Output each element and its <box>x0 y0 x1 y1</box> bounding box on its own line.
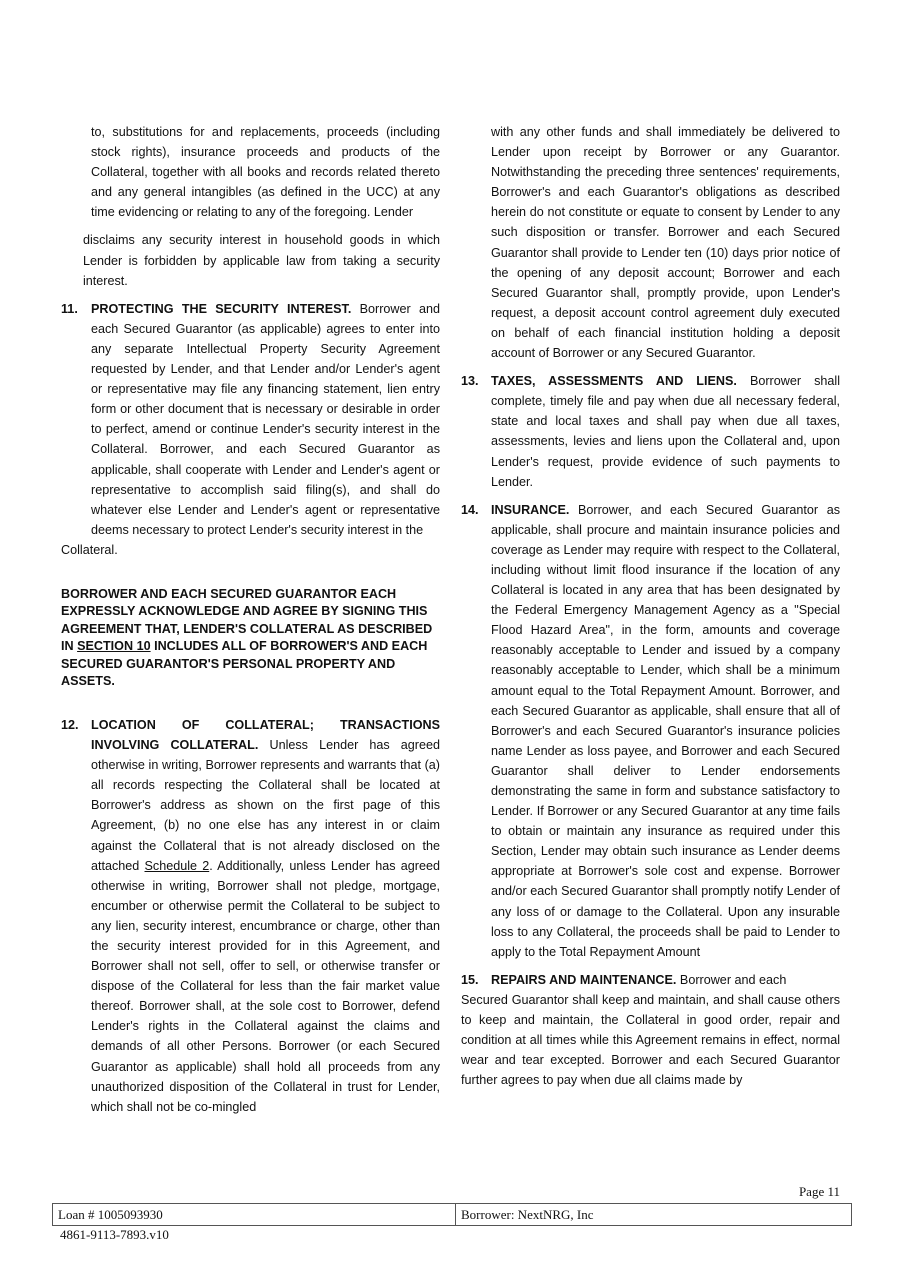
section-13 <box>461 371 840 492</box>
section-13-heading: TAXES, ASSESSMENTS AND LIENS. <box>491 374 737 389</box>
section-12-body-a: Unless Lender has agreed otherwise in writing, Borrower represents and warrants that (a) all records respecting the Collateral shall be located at Borrower's address as shown on the first page of this Agreement, (b) no one else has any interest in or claim against the Collateral that is not already disclosed on the attached <box>91 738 441 873</box>
section-11-tail: Collateral. <box>61 542 118 557</box>
section-11-heading: PROTECTING THE SECURITY INTEREST. <box>91 301 352 316</box>
section-12-body-b: . Additionally, unless Lender has agreed otherwise in writing, Borrower shall not pledge, mortgage, encumber or otherwise permit the Collateral to be subject to any lien, security interest, encumbrance or charge, other than the security interest provided for in this Agreement, and Borrower shall not sell, offer to sell, or otherwise transfer or dispose of the Collateral for less than the fair market value thereof. Borrower shall, at the sole cost to Borrower, defend Lender's rights in the Collateral against the claims and demands of all other Persons. Borrower (or each Secured Guarantor as applicable) shall hold all proceeds from any unauthorized disposition of the Collateral in trust for Lender, which shall not be co-mingled <box>91 858 440 1114</box>
section-15-body: Secured Guarantor shall keep and maintain, and shall cause others to keep and maintain, the Collateral in good order, repair and condition at all times while this Agreement remains in effect, normal wear and tear excepted. Borrower and each Secured Guarantor further agrees to pay when due all claims made by <box>461 992 840 1088</box>
section-14-body: Borrower, and each Secured Guarantor as applicable, shall procure and maintain insurance policies and coverage as Lender may require with respect to the Collateral, including without limit flood insurance if the location of any Collateral is located in any area that has been designated by the Federal Emergency Management Agency as a "Special Flood Hazard Area", in the form, amounts and coverage reasonably acceptable to Lender and issued by a company reasonably acceptable to Lender, which shall be a minimum amount equal to the Total Repayment Amount. Borrower, and each Secured Guarantor as applicable, shall ensure that all of Borrower's and each Secured Guarantor's insurance policies name Lender as loss payee, and Borrower and each Secured Guarantor shall deliver to Lender endorsements demonstrating the same in form and substance satisfactory to Lender. If Borrower or any Secured Guarantor at any time fails to obtain or maintain any insurance as required under this Section, Lender may obtain such insurance as Lender deems appropriate at Borrower's sole cost and expense. Borrower and/or each Secured Guarantor shall promptly notify Lender of any loss of or damage to the Collateral. Upon any insurable loss to any Collateral, the proceeds shall be paid to Lender to apply to the Total Repayment Amount <box>491 502 841 959</box>
page-number: Page 11 <box>798 1184 840 1199</box>
document-id: 4861-9113-7893.v10 <box>60 1227 169 1242</box>
footer-table <box>52 1203 852 1226</box>
schedule-2-reference: Schedule 2 <box>144 858 210 873</box>
borrower-name: Borrower: NextNRG, Inc <box>461 1207 594 1222</box>
section-13-number: 13. <box>461 374 479 389</box>
acknowledgement-paragraph <box>61 586 440 691</box>
section-14 <box>461 500 840 962</box>
section-12-heading: LOCATION OF COLLATERAL; TRANSACTIONS INVOLVING COLLATERAL. <box>91 717 440 753</box>
section-12 <box>61 715 440 1117</box>
collateral-definition-continued: to, substitutions for and replacements, proceeds (including stock rights), insurance proceeds and products of the Collateral, together with all books and records related thereto and any general intangibles (as defined in the UCC) at any time evidencing or relating to any of the foregoing. Lender <box>91 125 440 220</box>
section-11-number: 11. <box>61 301 78 316</box>
section-11-body: Borrower and each Secured Guarantor (as applicable) agrees to enter into any separate Intellectual Property Security Agreement requested by Lender, and that Lender and/or Lender's agent or representative may file any financing statement, lien entry form or other document that is necessary or desirable in order to perfect, amend or continue Lender's security interest in the Collateral. Borrower, and each Secured Guarantor as applicable, shall cooperate with Lender and Lender's agent or representative to accomplish said filing(s), and shall do whatever else Lender and Lender's agent or representative deems necessary to protect Lender's security interest in the <box>91 301 440 537</box>
left-column <box>61 122 440 1117</box>
section-14-number: 14. <box>461 502 479 517</box>
acknowledgement-text-b: INCLUDES ALL OF BORROWER'S AND EACH SECURED GUARANTOR'S PERSONAL PROPERTY AND ASSETS. <box>61 639 428 689</box>
section-11 <box>61 299 440 540</box>
section-12-continued: with any other funds and shall immediately be delivered to Lender upon receipt by Borrower or any Guarantor. Notwithstanding the preceding three sentences' requirements, Borrower's and each Guarantor's obligations as described herein do not constitute or equate to consent by Lender to any such disposition or transfer. Borrower and each Secured Guarantor shall provide to Lender ten (10) days prior notice of the opening of any deposit account; Borrower and each Secured Guarantor shall, promptly provide, upon Lender's request, a deposit account control agreement duly executed on behalf of each financial institution holding a deposit account of Borrower or any Secured Guarantor. <box>491 125 840 361</box>
loan-number: Loan # 1005093930 <box>53 1204 456 1225</box>
right-column <box>461 122 840 1090</box>
household-goods-disclaimer: disclaims any security interest in household goods in which Lender is forbidden by applicable law from taking a security interest. <box>83 233 440 288</box>
section-15-body-first: Borrower and each <box>679 972 787 987</box>
section-15 <box>461 970 840 990</box>
section-15-number: 15. <box>461 972 479 987</box>
acknowledgement-text-a: BORROWER AND EACH SECURED GUARANTOR EACH EXPRESSLY ACKNOWLEDGE AND AGREE BY SIGNING THIS AGREEMENT THAT, LENDER'S COLLATERAL AS DESCRIBED IN <box>61 586 433 654</box>
section-15-heading: REPAIRS AND MAINTENANCE. <box>491 972 677 987</box>
section-14-heading: INSURANCE. <box>491 502 570 517</box>
section-13-body: Borrower shall complete, timely file and pay when due all necessary federal, state and local taxes and shall pay when due all taxes, assessments, levies and liens upon the Collateral and, upon Lender's request, provide evidence of such payments to Lender. <box>491 374 841 489</box>
section-12-number: 12. <box>61 717 79 732</box>
section-10-reference: SECTION 10 <box>77 639 151 654</box>
